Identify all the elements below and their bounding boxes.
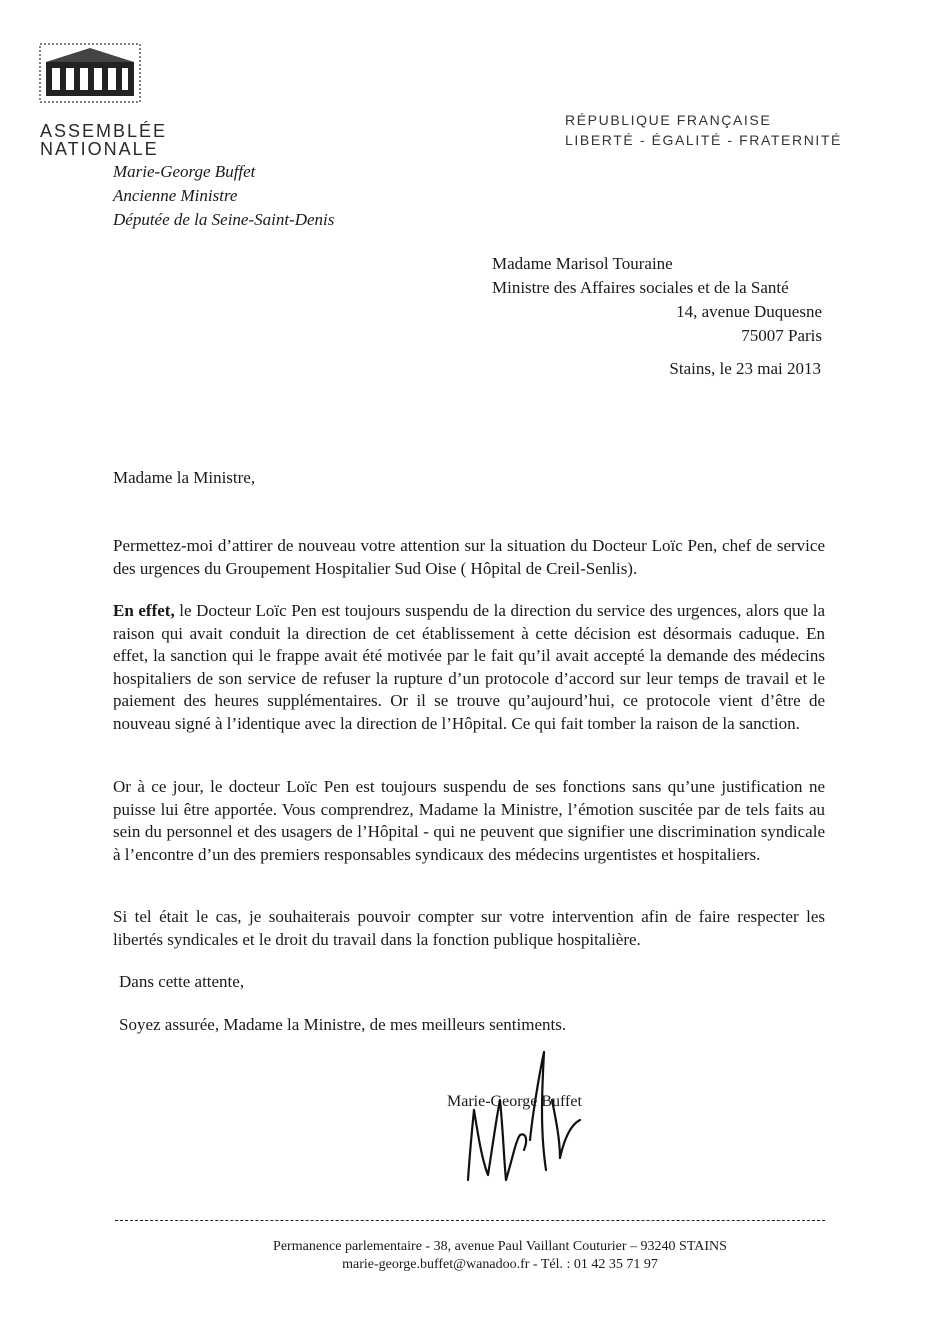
closing-line-1: Dans cette attente,: [119, 972, 245, 991]
recipient-block: [492, 252, 822, 348]
sender-block: [113, 160, 334, 232]
recipient-name: Madame Marisol Touraine: [492, 254, 673, 273]
recipient-city: 75007 Paris: [741, 326, 822, 345]
republic-header: [565, 110, 842, 150]
institution-line-2: NATIONALE: [40, 139, 159, 159]
paragraph-2-text: le Docteur Loïc Pen est toujours suspendu de la direction du service des urgences, alors que la raison qui avait conduit la direction de cet établissement à cette décision est désormais caduque. En effet, la sanction qui le frappe avait été motivée par le fait qu’il avait accepté la demande des médecins hospitaliers de son service de refuser la rupture d’un protocole d’accord sur leur temps de travail et le paiement des heures supplémentaires. Or il se trouve qu’aujourd’hui, ce protocole vient d’être de nouveau signé à l’identique avec la direction de l’Hôpital. Ce qui fait tomber la raison de la sanction.: [113, 601, 826, 733]
footer: [0, 1238, 940, 1274]
footer-contact: marie-george.buffet@wanadoo.fr - Tél. : 01 42 35 71 97: [342, 1257, 658, 1272]
footer-address: Permanence parlementaire - 38, avenue Paul Vaillant Couturier – 93240 STAINS: [273, 1239, 727, 1254]
body-paragraph-3: Or à ce jour, le docteur Loïc Pen est toujours suspendu de ses fonctions sans qu’une justification ne puisse lui être apportée. Vous comprendrez, Madame la Ministre, l’émotion suscitée par de tels faits au sein du personnel et des usagers de l’Hôpital - qui ne peuvent que signifier une discrimination syndicale à l’encontre d’un des premiers responsables syndicaux des médecins urgentistes et hospitaliers.: [113, 777, 825, 864]
recipient-street: 14, avenue Duquesne: [676, 302, 822, 321]
hemicycle-emblem-icon: [38, 42, 143, 104]
institution-name: [40, 122, 167, 158]
body-paragraph-4: Si tel était le cas, je souhaiterais pouvoir compter sur votre intervention afin de faire respecter les libertés syndicales et le droit du travail dans la fonction publique hospitalière.: [113, 907, 825, 949]
body-paragraph-2: [113, 600, 825, 735]
sender-title-1: Ancienne Ministre: [113, 186, 238, 205]
recipient-title: Ministre des Affaires sociales et de la Santé: [492, 278, 789, 297]
signature-name: Marie-George Buffet: [447, 1093, 582, 1110]
institution-line-1: ASSEMBLÉE: [40, 121, 168, 141]
letter-date: Stains, le 23 mai 2013: [669, 359, 821, 378]
salutation: Madame la Ministre,: [113, 468, 256, 487]
sender-title-2: Députée de la Seine-Saint-Denis: [113, 210, 335, 229]
republic-motto: LIBERTÉ - ÉGALITÉ - FRATERNITÉ: [565, 132, 842, 148]
body-paragraph-1: Permettez-moi d’attirer de nouveau votre attention sur la situation du Docteur Loïc Pen, chef de service des urgences du Groupement Hospitalier Sud Oise ( Hôpital de Creil-Senlis).: [113, 536, 825, 578]
republic-title: RÉPUBLIQUE FRANÇAISE: [565, 112, 772, 128]
closing-line-2: Soyez assurée, Madame la Ministre, de mes meilleurs sentiments.: [119, 1015, 567, 1034]
handwritten-signature-icon: [448, 1040, 598, 1200]
paragraph-2-lead: En effet,: [113, 601, 175, 620]
footer-divider: [115, 1220, 825, 1221]
sender-name: Marie-George Buffet: [113, 162, 256, 181]
